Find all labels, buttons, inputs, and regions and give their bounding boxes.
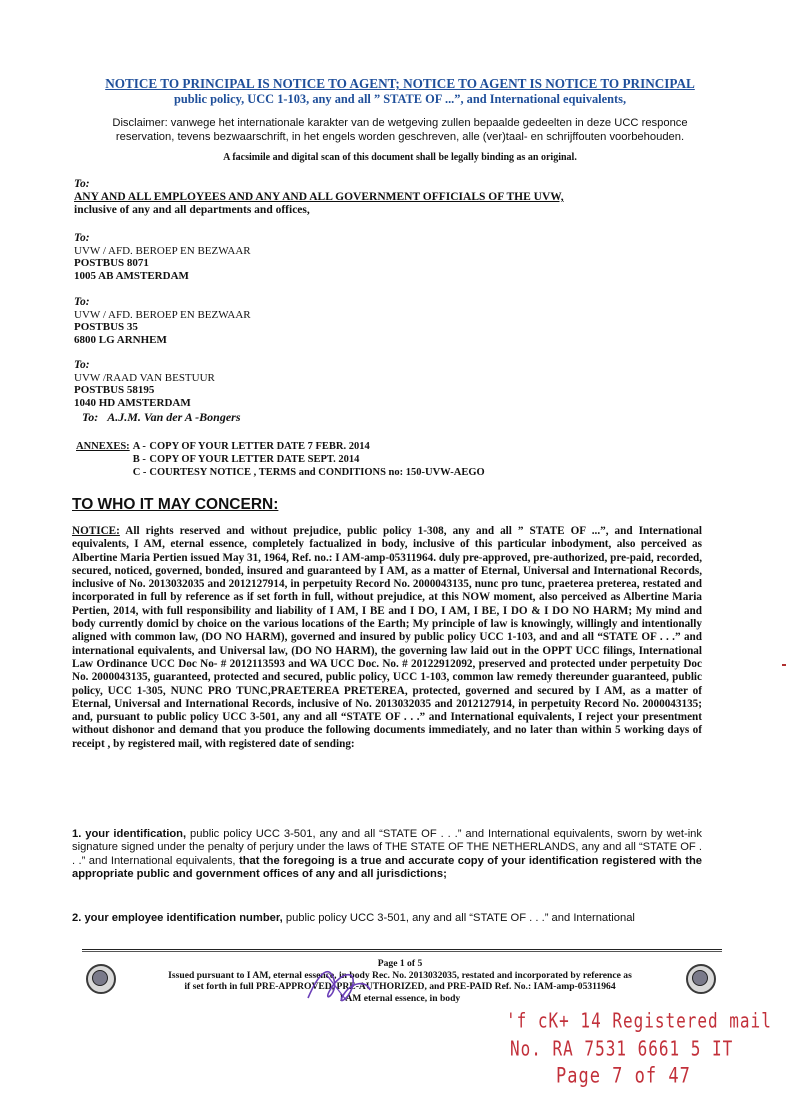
annexes (76, 440, 488, 479)
to-label: To: (74, 359, 90, 371)
item-text: public policy UCC 3-501, any and all “STATE OF . . .” and International equivalents, sworn by wet-ink signature signed under the penalty of perjury under the laws of THE STATE OF THE NETHERLANDS, any and all “STATE OF . . .” and International equivalents, (72, 828, 702, 867)
addressee-person (82, 410, 241, 425)
signature-scribble (300, 960, 380, 1010)
addressee-all-sub: inclusive of any and all departments and offices, (74, 204, 310, 216)
addressee-all-line: ANY AND ALL EMPLOYEES AND ANY AND ALL GOVERNMENT OFFICIALS OF THE UVW, (74, 191, 564, 203)
concern-heading: TO WHO IT MAY CONCERN: (72, 496, 279, 513)
address-line-1: UVW / AFD. BEROEP EN BEZWAAR (74, 244, 251, 257)
registered-number-stamp: No. RA 7531 6661 5 IT (510, 1036, 734, 1061)
item-heading: 1. your identification, (72, 828, 187, 840)
annex-text: COPY OF YOUR LETTER DATE SEPT. 2014 (149, 454, 360, 465)
notice-paragraph (72, 525, 702, 751)
address-line-3: 1040 HD AMSTERDAM (74, 396, 191, 409)
footer-line-3: I AM eternal essence, in body (339, 992, 461, 1004)
disclaimer-line-2: reservation, tevens bezwaarschrift, in het engels worden geschreven, alle (ver)taal- en schrijffouten voorbehouden. (115, 131, 685, 143)
notice-text: All rights reserved and without prejudice, public policy 1-308, any and all ” STATE OF ...”, and International equivalents, I AM, eternal essence, completely factualized in body, inclusive of this particular inbodyment, also perceived as Albertine Maria Pertien issued May 31, 1964, Ref. no.: I AM-amp-05311964. duly pre-approved, pre-authorized, pre-paid, recorded, secured, noticed, governed, bonded, insured and guaranteed by I AM, as a matter of Eternal, Universal and International Records, inclusive of No. 2013032035 and 2012127914, in perpetuity Record No. 2000043135, nunc pro tunc, praeterea preterea, restated and incorporated in full by reference as if set forth in full, without prejudice, at this NOW moment, also perceived as Albertine Maria Pertien, 2014, with full responsibility and liability of I AM, I BE and I DO, I AM, I BE, I DO & I DO NO HARM; My mind and body currently domicl by choice on the various locations of the Earth; My principle of law is knowingly, willingly and intentionally aligned with common law, (DO NO HARM), governed and insured by public policy UCC 1-103, and and all “STATE OF . . .” and international equivalents, and Universal law, (DO NO HARM), the governing law laid out in the OPPT UCC filings, International Law Ordinance UCC Doc No- # 2012113593 and WA UCC Doc. No. # 20122912092, preserved and protected under perpetuity Doc No. 2000043135, guaranteed, protected and secured, public policy, UCC 1-103, common law remedy thereunder guaranteed, public policy, UCC 1-305, NUNC PRO TUNC,PRAETEREA PRETEREA, protected, governed and secured by I AM, as a matter of Eternal, Universal and International Records, inclusive of No. 2013032035 and 2012127914, in perpetuity Record No. 2000043135; and, pursuant to public policy UCC 3-501, any and all “STATE OF . . .” and International equivalents, I reject your presentment without dishonor and demand that you produce the following documents immediately, and no later than within 5 working days of receipt , by registered mail, with registered date of sending: (72, 525, 703, 750)
address-line-3: 1005 AB AMSTERDAM (74, 269, 189, 282)
document-subtitle: public policy, UCC 1-103, any and all ” STATE OF ...”, and International equivalents, (173, 92, 627, 106)
page-count-stamp: Page 7 of 47 (556, 1063, 691, 1089)
notice-label: NOTICE: (72, 525, 120, 537)
footer-divider (82, 949, 722, 950)
annex-letter: C - (132, 467, 147, 478)
address-line-2: POSTBUS 8071 (74, 257, 149, 269)
item-text-bold: that the foregoing is a true and accurate copy of your identification registered with the appropriate public and government offices of any and all jurisdictions; (72, 854, 702, 880)
address-line-2: POSTBUS 58195 (74, 384, 155, 396)
address-line-3: 6800 LG ARNHEM (74, 333, 167, 346)
address-line-1: UVW /RAAD VAN BESTUUR (74, 371, 215, 384)
address-line-2: POSTBUS 35 (74, 321, 138, 333)
address-block (74, 296, 374, 346)
footer-line-1: Issued pursuant to I AM, eternal essence, in body Rec. No. 2013032035, restated and incorporated by reference as (168, 969, 632, 981)
annex-text: COURTESY NOTICE , TERMS and CONDITIONS no: 150-UVW-AEGO (149, 467, 485, 478)
annex-text: COPY OF YOUR LETTER DATE 7 FEBR. 2014 (149, 441, 370, 452)
registered-mail-stamp: 'f cK+ 14 Registered mail (506, 1008, 772, 1033)
annexes-label: ANNEXES: (76, 441, 130, 452)
list-item (72, 912, 712, 925)
to-label: To: (74, 178, 90, 190)
footer-line-2: if set forth in full PRE-APPROVED, PRE-AUTHORIZED, and PRE-PAID Ref. No.: IAM-amp-05311964 (184, 981, 616, 992)
annex-letter: A - (132, 441, 146, 452)
address-line-1: UVW / AFD. BEROEP EN BEZWAAR (74, 308, 251, 321)
disclaimer (70, 116, 730, 144)
item-heading: 2. your employee identification number, (72, 912, 283, 924)
to-label: To: (82, 410, 99, 424)
addressee-all (74, 178, 634, 217)
list-item (72, 828, 702, 881)
item-text: public policy UCC 3-501, any and all “STATE OF . . .” and International (285, 912, 635, 924)
ink-speck (782, 664, 786, 666)
disclaimer-line-1: Disclaimer: vanwege het internationale karakter van de wetgeving zullen bepaalde gedeelten in deze UCC responce (112, 117, 688, 129)
document-title: NOTICE TO PRINCIPAL IS NOTICE TO AGENT; NOTICE TO AGENT IS NOTICE TO PRINCIPAL (105, 76, 695, 91)
address-block (74, 232, 374, 282)
address-block (74, 359, 374, 409)
to-label: To: (74, 232, 90, 244)
facsimile-notice: A facsimile and digital scan of this document shall be legally binding as an original. (223, 152, 577, 163)
page-footer (100, 958, 700, 1004)
to-label: To: (74, 296, 90, 308)
annex-letter: B - (132, 454, 146, 465)
page-number: Page 1 of 5 (377, 958, 423, 969)
footer-divider (82, 951, 722, 952)
person-name: A.J.M. Van der A -Bongers (107, 410, 241, 424)
